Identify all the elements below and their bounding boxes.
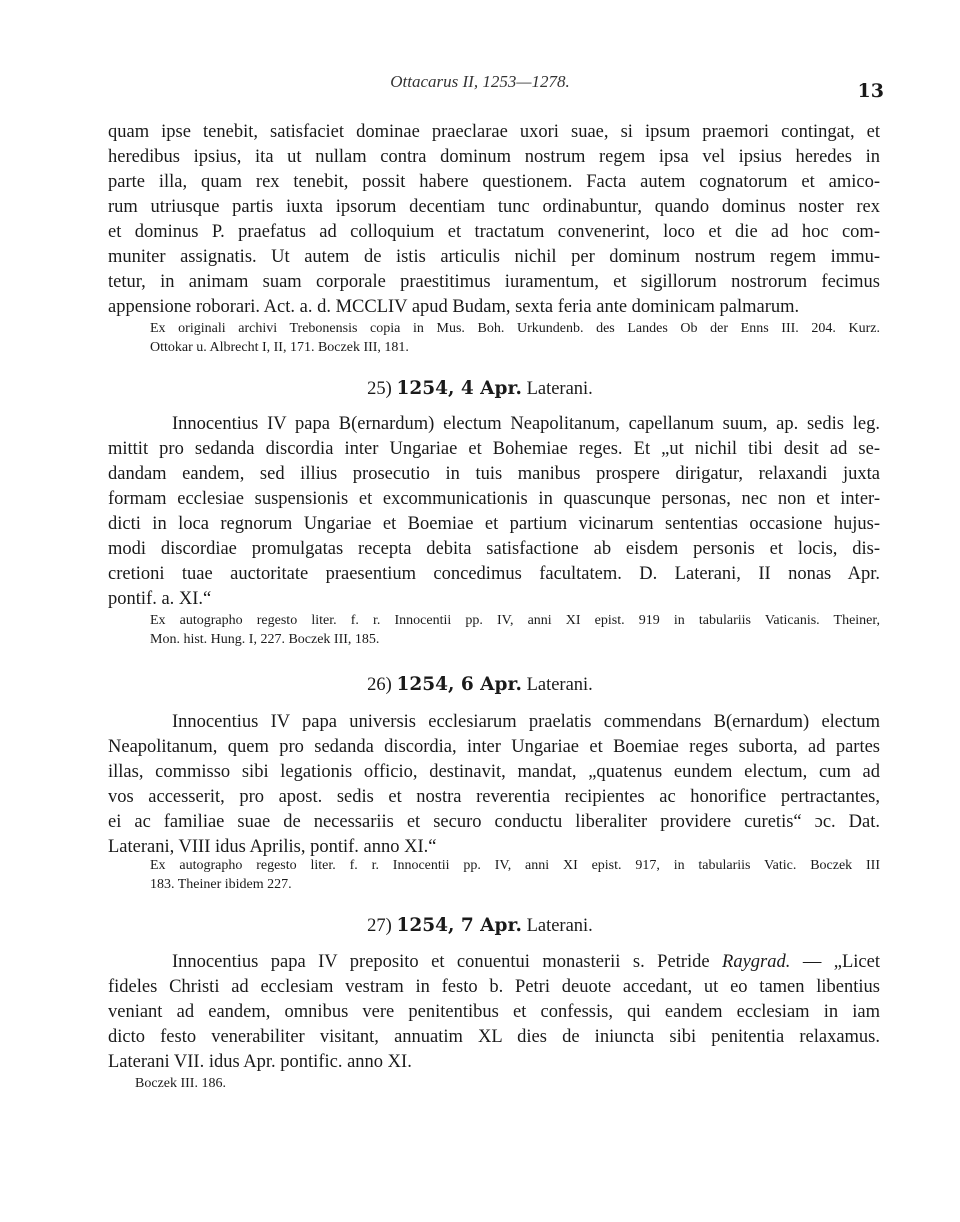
entry-number: 25) — [367, 379, 392, 399]
text-line: Neapolitanum, quem pro sedanda discordia, inter Ungariae et Boemiae reges suborta, ad partes — [108, 737, 880, 757]
text-line: heredibus ipsius, ita ut nullam contra dominum nostrum regem ipsa vel ipsius heredes in — [108, 147, 880, 167]
entry-heading-27 — [0, 915, 960, 937]
source-note: Ex autographo regesto liter. f. r. Innocentii pp. IV, anni XI epist. 917, in tabulariis Vatic. Boczek III — [150, 858, 880, 873]
entry-date: 1254, 7 Apr. — [396, 915, 522, 936]
entry-date: 1254, 6 Apr. — [396, 674, 522, 695]
page-number: 13 — [857, 80, 884, 102]
text-line: ei ac familiae suae de necessariis et securo conductu liberaliter providere curetis“ ɔc. Dat. — [108, 812, 880, 832]
text-line: modi discordiae promulgatas recepta debita satisfactione ab eisdem personis et locis, dis- — [108, 539, 880, 559]
text-line: vos accesserit, pro apost. sedis et nostra reverentia recipientes ac honorifice pertractantes, — [108, 787, 880, 807]
text-line: dandam eandem, sed illius prosecutio in tuis manibus prospere dirigatur, relaxandi juxta — [108, 464, 880, 484]
text-line: muniter assignatis. Ut autem de istis articulis nichil per dominum nostrum regem immu- — [108, 247, 880, 267]
text-line: dicto festo venerabiliter visitant, annuatim XL dies de iniuncta sibi penitentia relaxamus. — [108, 1027, 880, 1047]
entry-heading-26 — [0, 674, 960, 696]
source-note: Ex originali archivi Trebonensis copia in Mus. Boh. Urkundenb. des Landes Ob der Enns III. 204. Kurz. — [150, 321, 880, 336]
text-line: rum utriusque partis iuxta ipsorum decentiam tunc ordinabuntur, quando dominus noster rex — [108, 197, 880, 217]
text-line: veniant ad eandem, omnibus vere penitentibus et confessis, qui eandem ecclesiam in iam — [108, 1002, 880, 1022]
entry-number: 27) — [367, 916, 392, 936]
text-line: formam ecclesiae suspensionis et excommunicationis in quascunque personas, nec non et inter- — [108, 489, 880, 509]
source-note: Mon. hist. Hung. I, 227. Boczek III, 185. — [150, 632, 380, 647]
source-note: Ottokar u. Albrecht I, II, 171. Boczek III, 181. — [150, 340, 409, 355]
text-line: Innocentius IV papa B(ernardum) electum Neapolitanum, capellanum suum, ap. sedis leg. — [172, 414, 880, 434]
entry-heading-25 — [0, 378, 960, 400]
source-note: Ex autographo regesto liter. f. r. Innocentii pp. IV, anni XI epist. 919 in tabulariis Vaticanis. Theiner, — [150, 613, 880, 628]
text-line: dicti in loca regnorum Ungariae et Boemiae et partium vicinarum sententias occasione hujus- — [108, 514, 880, 534]
text-line: Laterani, VIII idus Aprilis, pontif. anno XI.“ — [108, 837, 437, 857]
text-line: appensione roborari. Act. a. d. MCCLIV apud Budam, sexta feria ante dominicam palmarum. — [108, 297, 800, 317]
text-line: Innocentius IV papa universis ecclesiarum praelatis commendans B(ernardum) electum — [172, 712, 880, 732]
text-line: quam ipse tenebit, satisfaciet dominae praeclarae uxori suae, si ipsum praemori contingat, et — [108, 122, 880, 142]
text-line: pontif. a. XI.“ — [108, 589, 212, 609]
text-segment: Innocentius papa IV preposito et conuentui monasterii s. Petride — [172, 952, 723, 972]
text-line: illas, commisso sibi legationis officio, destinavit, mandat, „quatenus eundem electum, cum ad — [108, 762, 880, 782]
entry-place: Laterani. — [526, 379, 593, 399]
entry-date: 1254, 4 Apr. — [396, 378, 522, 399]
text-line: tetur, in animam suam corporale praestitimus iuramentum, et sigillorum nostrorum fecimus — [108, 272, 880, 292]
source-note: 183. Theiner ibidem 227. — [150, 877, 292, 892]
text-line: parte illa, quam rex tenebit, possit habere questionem. Facta autem cognatorum et amico- — [108, 172, 880, 192]
entry-number: 26) — [367, 675, 392, 695]
place-name: Raygrad. — [722, 952, 791, 972]
text-line: cretioni tuae auctoritate praesentium concedimus facultatem. D. Laterani, II nonas Apr. — [108, 564, 880, 584]
text-line — [172, 951, 880, 973]
entry-place: Laterani. — [526, 916, 593, 936]
text-line: fideles Christi ad ecclesiam vestram in festo b. Petri deuote accedant, ut eo tamen libentius — [108, 977, 880, 997]
running-title: Ottacarus II, 1253—1278. — [390, 72, 570, 91]
text-line: Laterani VII. idus Apr. pontific. anno XI. — [108, 1052, 412, 1072]
source-note: Boczek III. 186. — [135, 1076, 226, 1091]
text-line: et dominus P. praefatus ad colloquium et tractatum convenerint, loco et die ad hoc com- — [108, 222, 880, 242]
entry-place: Laterani. — [526, 675, 593, 695]
text-segment: — „Licet — [790, 952, 880, 972]
text-line: mittit pro sedanda discordia inter Ungariae et Bohemiae reges. Et „ut nichil tibi desit ad se- — [108, 439, 880, 459]
